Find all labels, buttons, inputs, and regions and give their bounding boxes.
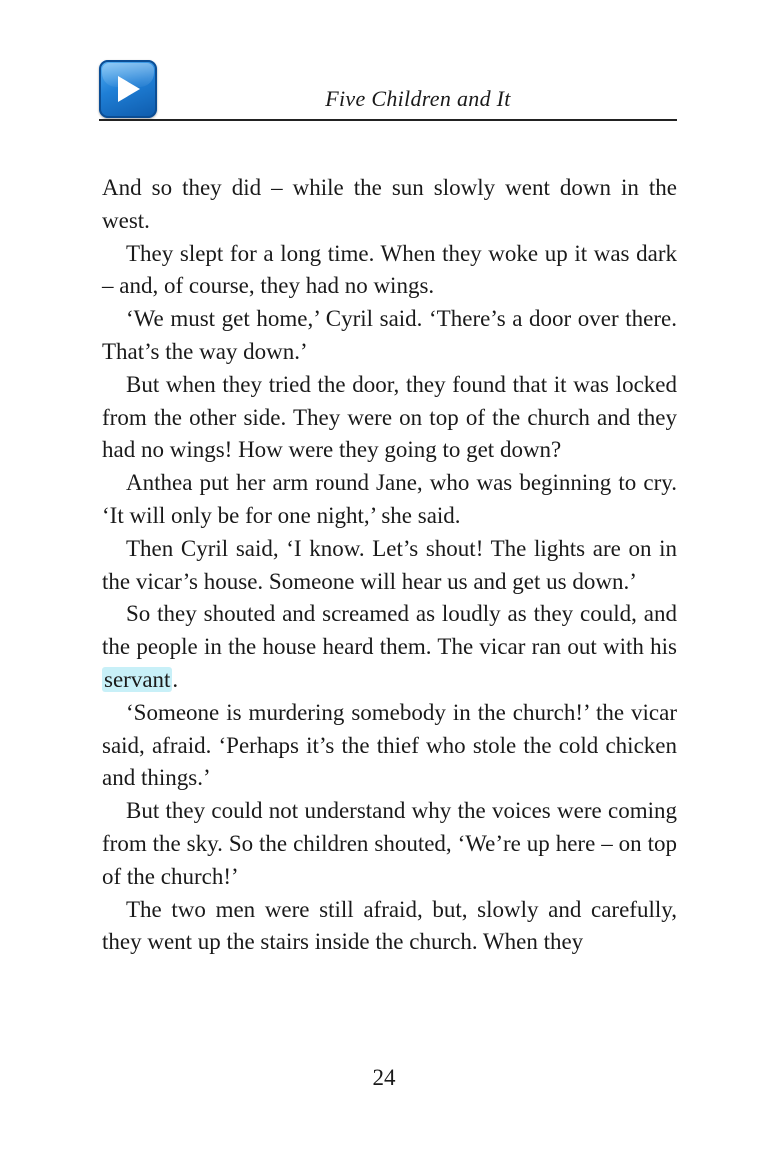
paragraph: ‘We must get home,’ Cyril said. ‘There’s a door over there. That’s the way down.’ [102, 306, 677, 364]
paragraph-text-after: . [172, 666, 179, 692]
paragraph: But when they tried the door, they found that it was locked from the other side. They were on top of the church and they had no wings! How were they going to get down? [102, 371, 677, 463]
paragraph-text-before: So they shouted and screamed as loudly as they could, and the people in the house heard them. The vicar ran out with his [102, 601, 677, 660]
page-number: 24 [372, 1065, 396, 1090]
body-text [102, 172, 677, 959]
paragraph: Anthea put her arm round Jane, who was beginning to cry. ‘It will only be for one night,’ she said. [102, 470, 677, 528]
paragraph: ‘Someone is murdering somebody in the church!’ the vicar said, afraid. ‘Perhaps it’s the thief who stole the cold chicken and things.’ [102, 699, 677, 791]
paragraph: And so they did – while the sun slowly went down in the west. [102, 175, 677, 233]
paragraph: But they could not understand why the voices were coming from the sky. So the children shouted, ‘We’re up here – on top of the church!’ [102, 798, 677, 889]
book-title: Five Children and It [325, 86, 511, 111]
highlighted-word[interactable]: servant [104, 666, 171, 692]
play-triangle-icon [116, 74, 142, 104]
header-divider [99, 119, 677, 121]
paragraph: The two men were still afraid, but, slowly and carefully, they went up the stairs inside the church. When they [102, 896, 677, 955]
paragraph-with-highlight [102, 598, 677, 696]
paragraph: Then Cyril said, ‘I know. Let’s shout! The lights are on in the vicar’s house. Someone will hear us and get us down.’ [102, 535, 677, 594]
paragraph: They slept for a long time. When they woke up it was dark – and, of course, they had no wings. [102, 240, 677, 299]
play-icon[interactable] [99, 60, 157, 118]
